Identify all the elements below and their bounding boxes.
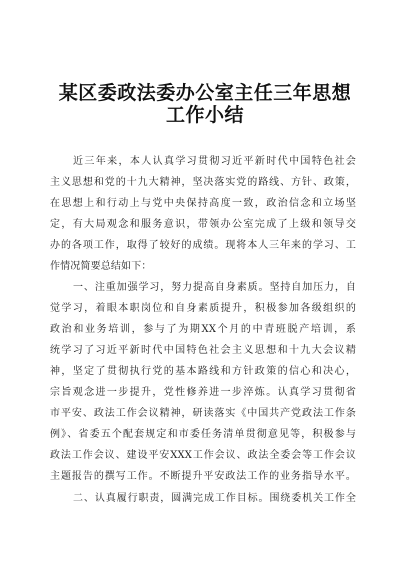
paragraph-line: 在思想上和行动上与党中央保持高度一致，政治信念和立场坚 bbox=[50, 198, 356, 209]
document-title-line-2: 工作小结 bbox=[165, 104, 244, 126]
paragraph-line: 统学习了习近平新时代中国特色社会主义思想和十九大会议精 bbox=[50, 345, 356, 356]
paragraph-line: 市平安、政法工作会议精神，研读落实《中国共产党政法工作条 bbox=[50, 408, 356, 419]
paragraph-line: 宗旨观念进一步提升，党性修养进一步淬炼。认真学习贯彻省 bbox=[50, 387, 356, 398]
paragraph-line: 觉学习，着眼本职岗位和自身素质提升，积极参加各级组织的 bbox=[50, 303, 356, 314]
paragraph-line: 主题报告的撰写工作。不断提升平安政法工作的业务指导水平。 bbox=[50, 471, 356, 482]
paragraph-line: 神，坚定了贯彻执行党的基本路线和方针政策的信心和决心， bbox=[50, 366, 356, 377]
paragraph-line: 一、注重加强学习，努力提高自身素质。坚持自加压力，自 bbox=[73, 282, 356, 293]
paragraph-line: 定，有大局观念和服务意识，带领办公室完成了上级和领导交 bbox=[50, 219, 356, 230]
paragraph-line: 主义思想和党的十九大精神，坚决落实党的路线、方针、政策， bbox=[50, 177, 356, 188]
paragraph-line: 作情况简要总结如下： bbox=[50, 261, 152, 272]
paragraph-line: 办的各项工作，取得了较好的成绩。现将本人三年来的学习、工 bbox=[50, 240, 356, 251]
paragraph-line: 例》、省委五个配套规定和市委任务清单贯彻意见等，积极参与 bbox=[50, 429, 356, 440]
document-title-line-1: 某区委政法委办公室主任三年思想 bbox=[58, 82, 352, 104]
paragraph-line: 政治和业务培训，参与了为期XX个月的中青班脱产培训，系 bbox=[50, 324, 356, 335]
paragraph-line: 近三年来，本人认真学习贯彻习近平新时代中国特色社会 bbox=[73, 156, 356, 167]
paragraph-line: 政法工作会议、建设平安XXX工作会议、政法全委会等工作会议 bbox=[50, 450, 356, 461]
paragraph-line: 二、认真履行职责，圆满完成工作目标。围绕委机关工作全 bbox=[73, 493, 356, 504]
